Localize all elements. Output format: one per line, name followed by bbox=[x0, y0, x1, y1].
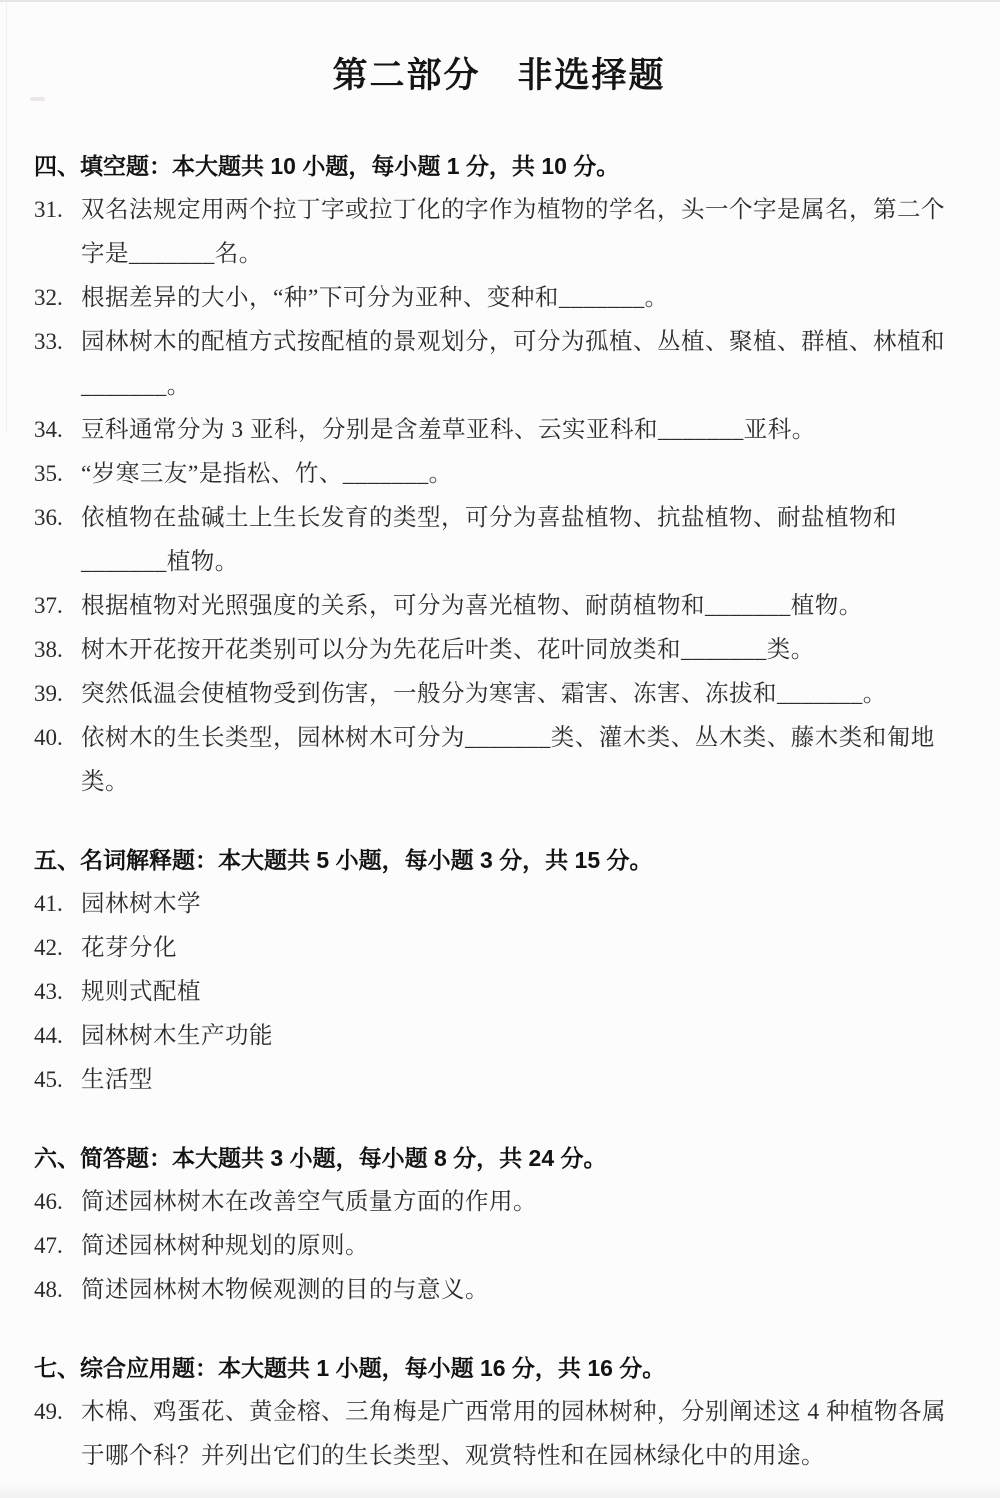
section-fill-in-the-blank bbox=[34, 144, 964, 804]
question-31 bbox=[34, 188, 964, 276]
question-number: 34. bbox=[34, 416, 63, 442]
question-text: “岁寒三友”是指松、竹、_______。 bbox=[81, 460, 453, 487]
section-comprehensive-application bbox=[34, 1346, 964, 1478]
question-text: 根据差异的大小，“种”下可分为亚种、变种和_______。 bbox=[81, 284, 669, 311]
question-text: 豆科通常分为 3 亚科，分别是含羞草亚科、云实亚科和_______亚科。 bbox=[81, 416, 816, 443]
page-title: 第二部分 非选择题 bbox=[332, 56, 666, 95]
question-number: 40. bbox=[34, 724, 63, 750]
question-45 bbox=[34, 1058, 964, 1102]
question-number: 43. bbox=[34, 978, 63, 1004]
question-number: 44. bbox=[34, 1022, 63, 1048]
question-34 bbox=[34, 408, 964, 452]
question-number: 47. bbox=[34, 1232, 63, 1258]
section-heading: 七、综合应用题：本大题共 1 小题，每小题 16 分，共 16 分。 bbox=[34, 1354, 666, 1381]
question-number: 45. bbox=[34, 1066, 63, 1092]
question-35 bbox=[34, 452, 964, 496]
question-text: 类。 bbox=[81, 768, 129, 795]
scan-bottom-shadow bbox=[0, 1482, 1000, 1498]
question-text: 根据植物对光照强度的关系，可分为喜光植物、耐荫植物和_______植物。 bbox=[81, 592, 863, 619]
question-text: 花芽分化 bbox=[81, 934, 177, 961]
section-heading: 四、填空题：本大题共 10 小题，每小题 1 分，共 10 分。 bbox=[34, 152, 620, 179]
question-text: 依树木的生长类型，园林树木可分为_______类、灌木类、丛木类、藤木类和匍地 bbox=[81, 724, 935, 751]
question-47 bbox=[34, 1224, 964, 1268]
question-text: 于哪个科？并列出它们的生长类型、观赏特性和在园林绿化中的用途。 bbox=[81, 1442, 825, 1469]
question-33 bbox=[34, 320, 964, 408]
scan-top-edge-line bbox=[0, 0, 1000, 2]
section-heading: 五、名词解释题：本大题共 5 小题，每小题 3 分，共 15 分。 bbox=[34, 846, 653, 873]
question-number: 38. bbox=[34, 636, 63, 662]
scan-artifact-mark bbox=[30, 97, 45, 101]
question-text: 双名法规定用两个拉丁字或拉丁化的字作为植物的学名，头一个字是属名，第二个 bbox=[81, 196, 945, 223]
question-number: 37. bbox=[34, 592, 63, 618]
question-32 bbox=[34, 276, 964, 320]
section-short-answer bbox=[34, 1136, 964, 1312]
question-number: 42. bbox=[34, 934, 63, 960]
question-text: 规则式配植 bbox=[81, 978, 201, 1005]
question-41 bbox=[34, 882, 964, 926]
section-term-definitions bbox=[34, 838, 964, 1102]
question-text: 突然低温会使植物受到伤害，一般分为寒害、霜害、冻害、冻拔和_______。 bbox=[81, 680, 887, 707]
question-44 bbox=[34, 1014, 964, 1058]
scan-left-edge-line bbox=[6, 2, 7, 432]
question-number: 48. bbox=[34, 1276, 63, 1302]
question-text: 简述园林树木在改善空气质量方面的作用。 bbox=[81, 1188, 537, 1215]
question-text: 生活型 bbox=[81, 1066, 153, 1093]
question-text: 依植物在盐碱土上生长发育的类型，可分为喜盐植物、抗盐植物、耐盐植物和 bbox=[81, 504, 897, 531]
question-text: 树木开花按开花类别可以分为先花后叶类、花叶同放类和_______类。 bbox=[81, 636, 815, 663]
question-text: 园林树木生产功能 bbox=[81, 1022, 273, 1049]
section-heading: 六、简答题：本大题共 3 小题，每小题 8 分，共 24 分。 bbox=[34, 1144, 607, 1171]
question-number: 39. bbox=[34, 680, 63, 706]
question-37 bbox=[34, 584, 964, 628]
question-number: 31. bbox=[34, 196, 63, 222]
question-text: 简述园林树木物候观测的目的与意义。 bbox=[81, 1276, 489, 1303]
question-42 bbox=[34, 926, 964, 970]
question-text: _______。 bbox=[81, 372, 191, 399]
question-number: 46. bbox=[34, 1188, 63, 1214]
question-text: 字是_______名。 bbox=[81, 240, 263, 267]
question-36 bbox=[34, 496, 964, 584]
question-46 bbox=[34, 1180, 964, 1224]
question-number: 41. bbox=[34, 890, 63, 916]
question-text: 园林树木的配植方式按配植的景观划分，可分为孤植、丛植、聚植、群植、林植和 bbox=[81, 328, 945, 355]
question-text: _______植物。 bbox=[81, 548, 239, 575]
question-38 bbox=[34, 628, 964, 672]
question-number: 36. bbox=[34, 504, 63, 530]
question-number: 35. bbox=[34, 460, 63, 486]
question-43 bbox=[34, 970, 964, 1014]
question-39 bbox=[34, 672, 964, 716]
question-text: 木棉、鸡蛋花、黄金榕、三角梅是广西常用的园林树种，分别阐述这 4 种植物各属 bbox=[81, 1398, 946, 1425]
question-text: 园林树木学 bbox=[81, 890, 201, 917]
question-40 bbox=[34, 716, 964, 804]
question-text: 简述园林树种规划的原则。 bbox=[81, 1232, 369, 1259]
question-48 bbox=[34, 1268, 964, 1312]
question-49 bbox=[34, 1390, 964, 1478]
question-number: 32. bbox=[34, 284, 63, 310]
question-number: 33. bbox=[34, 328, 63, 354]
question-number: 49. bbox=[34, 1398, 63, 1424]
